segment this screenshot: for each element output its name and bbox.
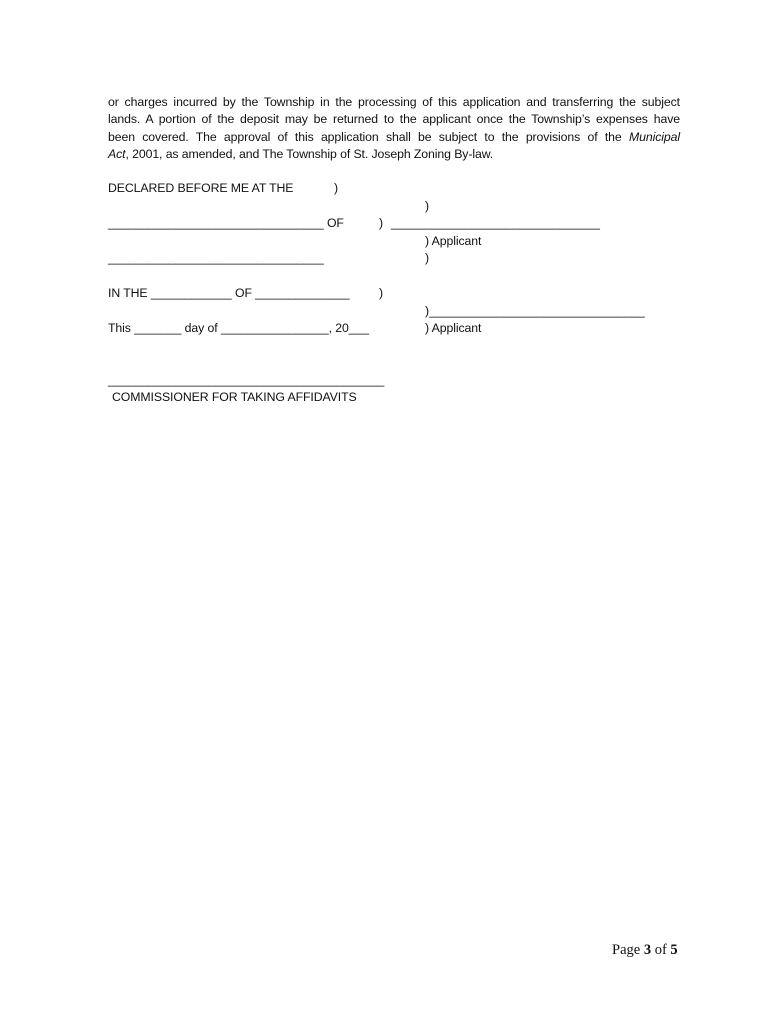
- paren-5: ): [379, 286, 383, 300]
- applicant-label-2: ) Applicant: [425, 321, 482, 335]
- paragraph-line-4-text: , 2001, as amended, and The Township of St. Joseph Zoning By-law.: [125, 146, 494, 161]
- applicant-signature-line-1: _______________________________: [391, 216, 600, 230]
- paragraph-line-4: [108, 146, 680, 163]
- municipal-italic: Municipal: [628, 129, 680, 144]
- page-total: 5: [670, 942, 678, 958]
- location-blank-of: ________________________________ OF: [108, 216, 344, 230]
- page-current: 3: [643, 942, 652, 958]
- paragraph-line-1: or charges incurred by the Township in the processing of this application and transferring the subject: [108, 95, 680, 109]
- act-italic: Act: [108, 146, 126, 161]
- commissioner-label: COMMISSIONER FOR TAKING AFFIDAVITS: [112, 390, 357, 404]
- paragraph-line-3: [108, 129, 680, 146]
- paren-1: ): [334, 181, 338, 195]
- applicant-label-1: ) Applicant: [425, 234, 482, 248]
- declared-before-label: DECLARED BEFORE ME AT THE: [108, 181, 294, 195]
- paren-4: ): [425, 251, 429, 265]
- page-number-footer: [612, 942, 678, 959]
- paren-3: ): [379, 216, 383, 230]
- location-blank-2: ________________________________: [108, 251, 324, 265]
- paragraph-line-2: lands. A portion of the deposit may be returned to the applicant once the Township’s expenses have: [108, 112, 680, 127]
- in-the-line: IN THE ____________ OF ______________: [108, 286, 350, 300]
- applicant-signature-line-2: )________________________________: [425, 304, 645, 318]
- body-paragraph: [108, 94, 680, 163]
- this-day-line: This _______ day of ________________, 20___: [108, 321, 370, 335]
- paren-2: ): [425, 199, 429, 213]
- page-word: Page: [612, 942, 641, 958]
- paragraph-line-3-text: been covered. The approval of this application shall be subject to the provisions of the: [108, 129, 622, 144]
- commissioner-signature-line: _________________________________________: [108, 373, 385, 387]
- of-word: of: [654, 942, 667, 958]
